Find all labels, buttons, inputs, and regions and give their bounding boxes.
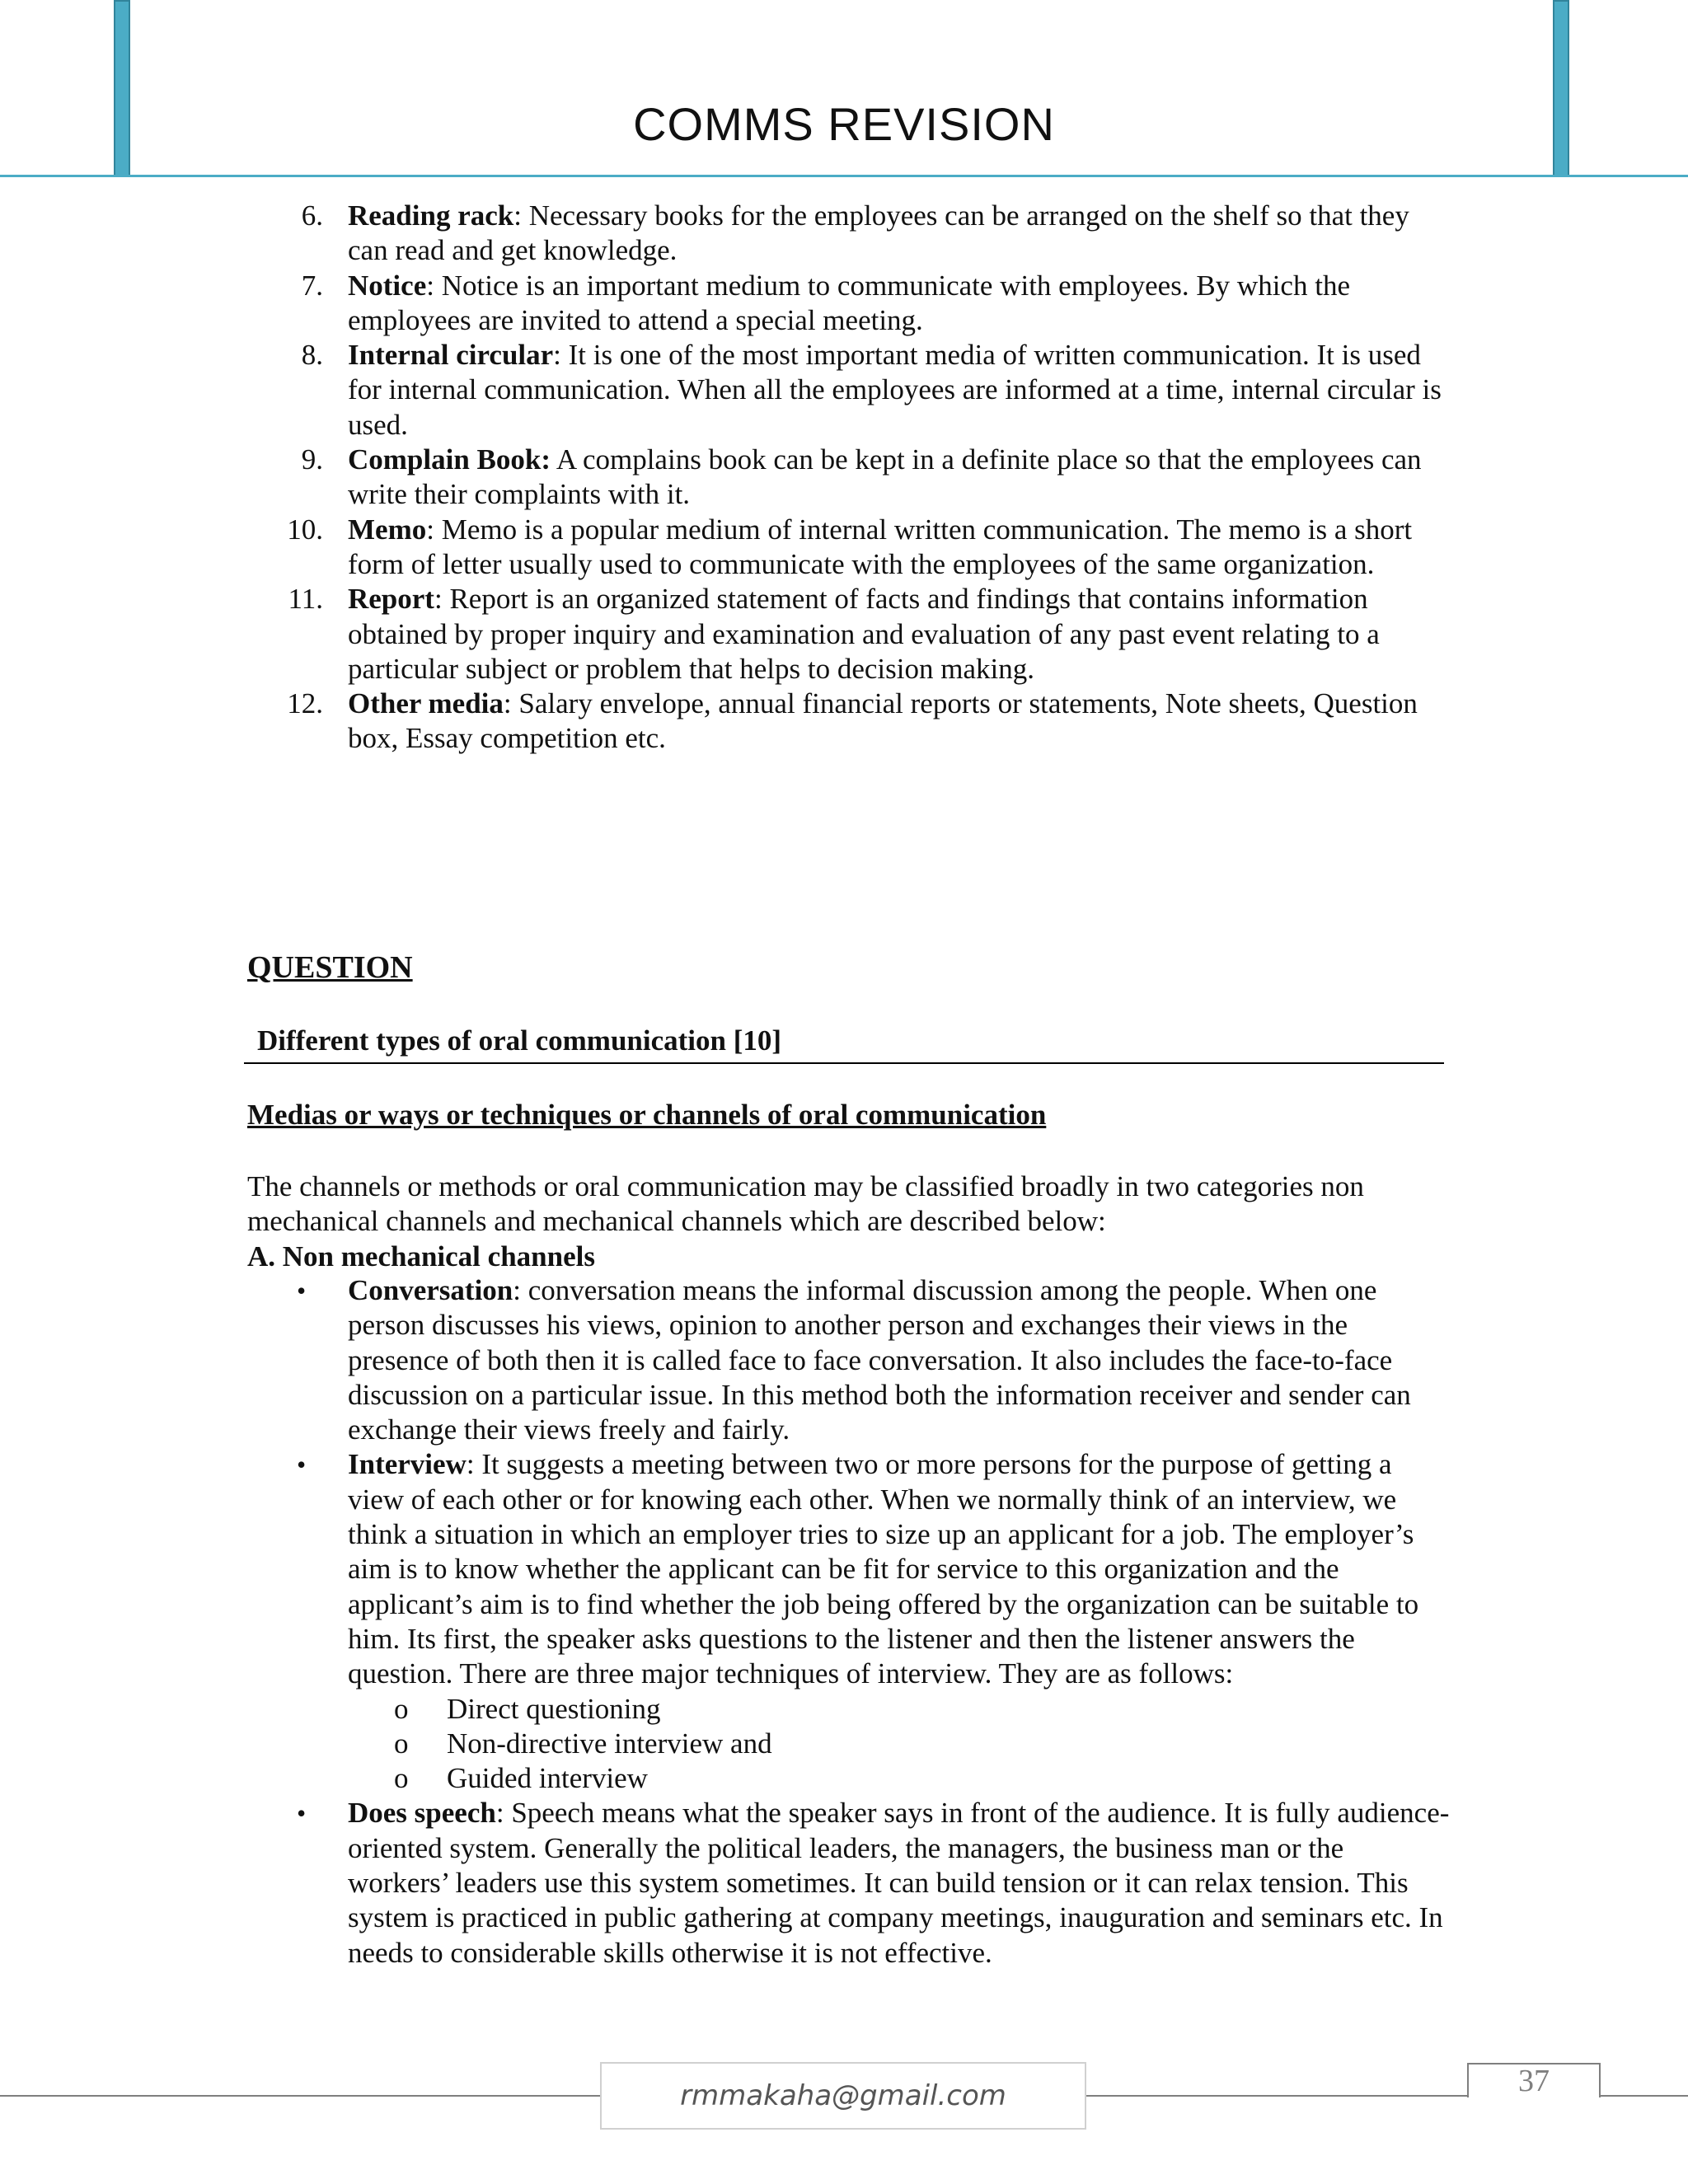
item-text: Notice is an important medium to communicate with employees. By which the employees are invited to attend a special meeting.: [348, 269, 1350, 336]
footer-rule: [1086, 2095, 1467, 2097]
item-text: Report is an organized statement of facts and findings that contains information obtained by proper inquiry and examination and evaluation of any past event relating to a particular subject or problem that helps to decision making.: [348, 583, 1380, 685]
bullet-term: Interview: [348, 1448, 467, 1481]
item-term: Reading rack: [348, 199, 514, 232]
circle-bullet-icon: o: [394, 1727, 409, 1760]
item-text: A complains book can be kept in a definite place so that the employees can write their complaints with it.: [348, 443, 1422, 511]
footer-rule: [0, 2095, 602, 2097]
item-number: 8.: [301, 339, 323, 372]
category-heading: A. Non mechanical channels: [247, 1240, 595, 1272]
item-sep: [551, 443, 556, 476]
list-item: [247, 338, 1451, 443]
footer-email: rmmakaha@gmail.com: [680, 2079, 1006, 2112]
bullet-icon: •: [297, 1276, 307, 1305]
item-number: 11.: [288, 583, 323, 616]
header-rule: [0, 175, 1688, 177]
item-number: 6.: [301, 199, 323, 232]
sub-list-item: [247, 1692, 1451, 1727]
item-text: Salary envelope, annual financial reports or statements, Note sheets, Question box, Essay competition etc.: [348, 687, 1418, 755]
question-heading: QUESTION: [247, 950, 413, 985]
sub-item-text: Non-directive interview and: [447, 1727, 772, 1760]
list-item: [247, 513, 1451, 583]
list-item: [247, 269, 1451, 339]
medias-heading: Medias or ways or techniques or channels of oral communication: [247, 1099, 1047, 1131]
item-text: Memo is a popular medium of internal written communication. The memo is a short form of letter usually used to communicate with the employees of the same organization.: [348, 513, 1413, 580]
item-term: Memo: [348, 513, 427, 546]
item-sep: :: [513, 199, 529, 232]
list-item: [247, 443, 1451, 513]
item-number: 9.: [301, 443, 323, 476]
interview-techniques-list: [348, 1692, 1451, 1797]
question-rule: [244, 1062, 1444, 1064]
sub-list-item: [247, 1727, 1451, 1761]
bullet-text: : It suggests a meeting between two or more persons for the purpose of getting a view of each other or for knowing each other. When we normally think of an interview, we think a situation in which an employer tries to size up an applicant for a job. The employer’s aim is to know whether the applicant can be fit for service to this organization and the applicant’s aim is to find whether the job being offered by the organization can be suitable to him. Its first, the speaker asks questions to the listener and then the listener answers the question. There are three major techniques of interview. They are as follows:: [348, 1448, 1419, 1690]
sub-item-text: Guided interview: [447, 1762, 648, 1795]
page-number-tab: [1467, 2063, 1601, 2097]
sub-item-text: Direct questioning: [447, 1692, 661, 1725]
item-term: Other media: [348, 687, 504, 720]
bullet-item: [247, 1447, 1451, 1796]
intro-paragraph: [247, 1169, 1451, 1274]
header-title: COMMS REVISION: [633, 98, 1055, 150]
item-sep: :: [553, 339, 569, 372]
sub-list-item: [247, 1761, 1451, 1796]
bullet-item: [247, 1796, 1451, 1970]
item-term: Complain Book:: [348, 443, 551, 476]
intro-text: The channels or methods or oral communication may be classified broadly in two categories non mechanical channels and mechanical channels which are described below:: [247, 1170, 1364, 1238]
bullet-text: : Speech means what the speaker says in front of the audience. It is fully audience-oriented system. Generally the political leaders, the managers, the business man or the workers’ leaders use this system sometimes. It can build tension or it can relax tension. This system is practiced in public gathering at company meetings, inauguration and seminars etc. In needs to considerable skills otherwise it is not effective.: [348, 1797, 1450, 1969]
item-text: It is one of the most important media of written communication. It is used for internal communication. When all the employees are informed at a time, internal circular is used.: [348, 339, 1442, 441]
item-term: Internal circular: [348, 339, 554, 372]
bullet-term: Does speech: [348, 1797, 496, 1830]
page-number: 37: [1518, 2064, 1550, 2098]
list-item: [247, 199, 1451, 269]
bullet-icon: •: [297, 1450, 307, 1480]
item-sep: :: [426, 269, 442, 302]
bullet-list: [247, 1273, 1451, 1971]
list-item: [247, 687, 1451, 757]
footer-rule: [1601, 2095, 1688, 2097]
bullet-icon: •: [297, 1798, 307, 1829]
numbered-list: [247, 199, 1451, 757]
item-number: 10.: [287, 513, 323, 546]
item-number: 12.: [287, 687, 323, 720]
item-term: Notice: [348, 269, 427, 302]
list-item: [247, 582, 1451, 687]
item-sep: :: [434, 583, 450, 616]
circle-bullet-icon: o: [394, 1692, 409, 1725]
item-number: 7.: [301, 269, 323, 302]
bullet-item: [247, 1273, 1451, 1447]
footer-email-box: [600, 2062, 1086, 2130]
item-sep: :: [426, 513, 442, 546]
bullet-text: : conversation means the informal discussion among the people. When one person discusses his views, opinion to another person and exchanges their views in the presence of both then it is called face to face conversation. It also includes the face-to-face discussion on a particular issue. In this method both the information receiver and sender can exchange their views freely and fairly.: [348, 1274, 1411, 1446]
question-subheading: Different types of oral communication [10]: [257, 1024, 782, 1057]
circle-bullet-icon: o: [394, 1762, 409, 1795]
item-text: Necessary books for the employees can be arranged on the shelf so that they can read and get knowledge.: [348, 199, 1409, 267]
bullet-term: Conversation: [348, 1274, 513, 1306]
item-sep: :: [503, 687, 519, 720]
item-term: Report: [348, 583, 434, 616]
